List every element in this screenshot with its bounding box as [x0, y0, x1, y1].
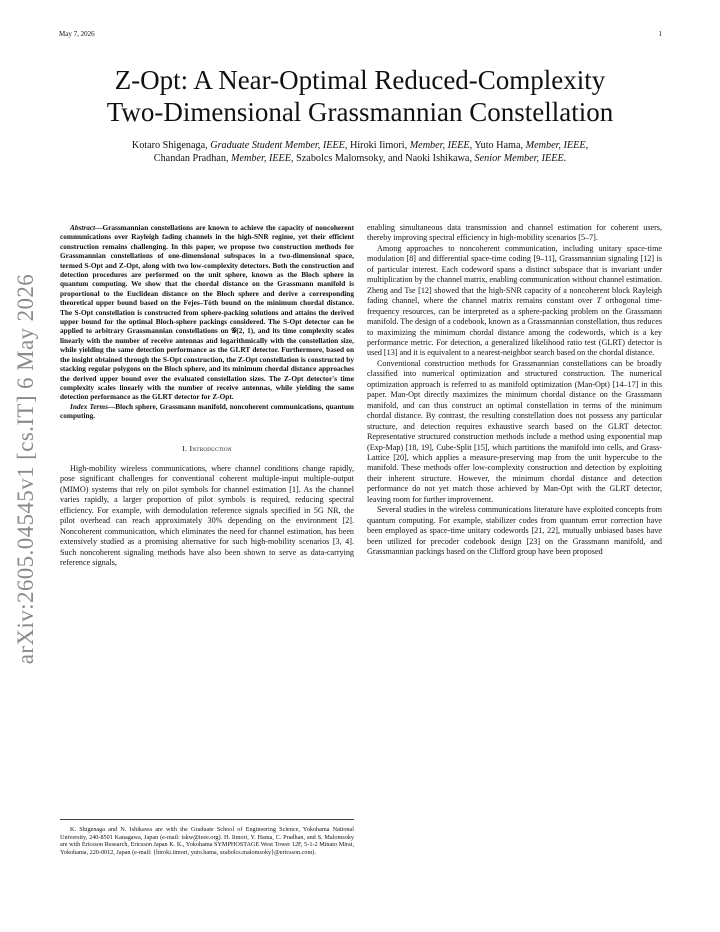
abstract-label: Abstract	[70, 223, 96, 232]
arxiv-identifier-text: arXiv:2605.04545v1 [cs.IT] 6 May 2026	[13, 273, 38, 665]
abstract	[60, 223, 354, 402]
title-line-1: Z-Opt: A Near-Optimal Reduced-Complexity	[114, 65, 606, 95]
index-terms-text: —Bloch sphere, Grassmann manifold, noncoherent communications, quantum computing.	[60, 401, 354, 421]
running-header-date: May 7, 2026	[59, 30, 95, 38]
authors-line-2: Chandan Pradhan, Member, IEEE, Szabolcs Malomsoky, and Naoki Ishikawa, Senior Member, IEEE.	[153, 153, 567, 164]
intro-paragraph-3: Conventional construction methods for Grassmannian constellations can be broadly classified into numerical optimization and structured construction. The numerical optimization approach is referred to as manifold optimization (Man-Opt) [14–17] in this paper. Man-Opt directly maximizes the minimum chordal distance on the Grassmann manifold, and can thus construct an optimal constellation in terms of the minimum chordal distance. By contrast, the resulting constellation does not possess any particular structure, and detection requires exhaustive search based on the GLRT detector. Representative structured construction methods include a method using exponential map (Exp-Map) [18, 19], Cube-Split [15], which partitions the manifold into cells, and Grass-Lattice [20], which applies a measure-preserving map from the unit hypercube to the manifold. These methods offer low-complexity construction and detection by exploiting their inherent structure. However, the minimum chordal distance and detection performance do not yet match those achieved by Man-Opt with the GLRT detector, leaving room for further improvement.	[367, 358, 662, 504]
intro-paragraph-4: Several studies in the wireless communications literature have exploited concepts from quantum computing. For example, stabilizer codes from quantum error correction have been employed as space-time unitary codewords [21, 22], mutually unbiased bases have been utilized for precoder codebook design [23] on the Grassmann manifold, and Grassmannian packings based on the Clifford group have been proposed	[367, 505, 662, 557]
arxiv-identifier-stamp	[4, 264, 48, 674]
author-list	[60, 139, 660, 165]
intro-paragraph-continued: enabling simultaneous data transmission and channel estimation for coherent users, thereby improving spectral efficiency in high-mobility scenarios [5–7].	[367, 223, 662, 243]
author-affiliation-footnote: K. Shigenaga and N. Ishikawa are with the Graduate School of Engineering Science, Yokohama National University, 240-8501 Kanagawa, Japan (e-mail: iskw@ieee.org). H. Iimori, Y. Hama, C. Pradhan, and S. Malomsoky are with Ericsson Research, Ericsson Japan K. K., Yokohama SYMPHOSTAGE West Tower 12F, 5-1-2 Minato Mirai, Yokohama, 220-0012, Japan (e-mail: {hiroki.iimori, yuto.hama, szabolcs.malomsoky}@ericsson.com).	[60, 819, 354, 856]
title-line-2: Two-Dimensional Grassmannian Constellation	[106, 97, 614, 127]
section-heading-introduction: I. Introduction	[182, 443, 232, 453]
intro-paragraph-2: Among approaches to noncoherent communication, including unitary space-time modulation [8] and differential space-time coding [9–11], Grassmannian signaling [12] is of particular interest. Each codeword spans a distinct subspace that is invariant under multiplication by the channel matrix, enabling communication without channel estimation. Zheng and Tse [12] showed that the high-SNR capacity of a noncoherent block Rayleigh fading channel, where the channel matrix remains constant over T orthogonal time-frequency resources, can be interpreted as a sphere-packing problem on the Grassmann manifold. The design of a codebook, known as a Grassmannian constellation, thus reduces to maximizing the minimum chordal distance among the codewords, which is a key performance metric. For detection, a generalized likelihood ratio test (GLRT) detector is used [13] and it is equivalent to a nearest-neighbor search based on the chordal distance.	[367, 243, 662, 358]
right-column	[367, 223, 662, 558]
page-number: 1	[658, 30, 662, 38]
left-column	[60, 223, 354, 569]
paper-title	[40, 64, 680, 128]
index-terms-label: Index Terms	[70, 401, 108, 411]
abstract-text: —Grassmannian constellations are known to achieve the capacity of noncoherent communications over Rayleigh fading channels in the high-SNR regime, yet their efficient construction remains challenging. In this paper, we propose two construction methods for Grassmannian constellations of one-dimensional subspaces in a two-dimensional space, termed S-Opt and Z-Opt, along with two low-complexity detectors. Both the construction and detection procedures are performed on the unit sphere, known as the Bloch sphere in quantum computing. We show that the chordal distance on the Grassmann manifold is proportional to the Euclidean distance on the Bloch sphere and derive a corresponding theoretical upper bound based on the Fejes–Tóth bound on the minimum chordal distance. The S-Opt constellation is constructed from sphere-packing solutions and attains the derived upper bound for the optimal Bloch-sphere packings considered. The S-Opt detector can be applied to arbitrary Grassmannian constellations on 𝒢(2, 1), and its time complexity scales linearly with the number of receive antennas and logarithmically with the constellation size, while yielding the same detection performance as the GLRT detector. Furthermore, based on the insight obtained through the S-Opt construction, the Z-Opt constellation is constructed by stacking regular polygons on the Bloch sphere, and its minimum chordal distance approaches the derived upper bound over the evaluated constellation sizes. The Z-Opt detector's time complexity scales linearly with the number of receive antennas, while yielding the same detection performance as the GLRT detector for Z-Opt.	[60, 223, 354, 402]
authors-line-1: Kotaro Shigenaga, Graduate Student Member, IEEE, Hiroki Iimori, Member, IEEE, Yuto Hama, Member, IEEE,	[131, 140, 589, 151]
index-terms	[60, 402, 354, 421]
intro-paragraph-1: High-mobility wireless communications, where channel conditions change rapidly, pose significant challenges for conventional coherent multiple-input multiple-output (MIMO) systems that rely on pilot symbols for channel estimation [1]. As the channel varies rapidly, a larger proportion of pilot symbols is required, reducing spectral efficiency. For example, with demodulation reference signals specified in 5G NR, the pilot overhead can reach approximately 30% depending on the environment [2]. Noncoherent communication, which eliminates the need for channel estimation, has been extensively studied as a promising alternative for such high-mobility scenarios [3, 4]. Such noncoherent signaling methods have also been shown to serve as data-carrying reference signals,	[60, 463, 354, 568]
